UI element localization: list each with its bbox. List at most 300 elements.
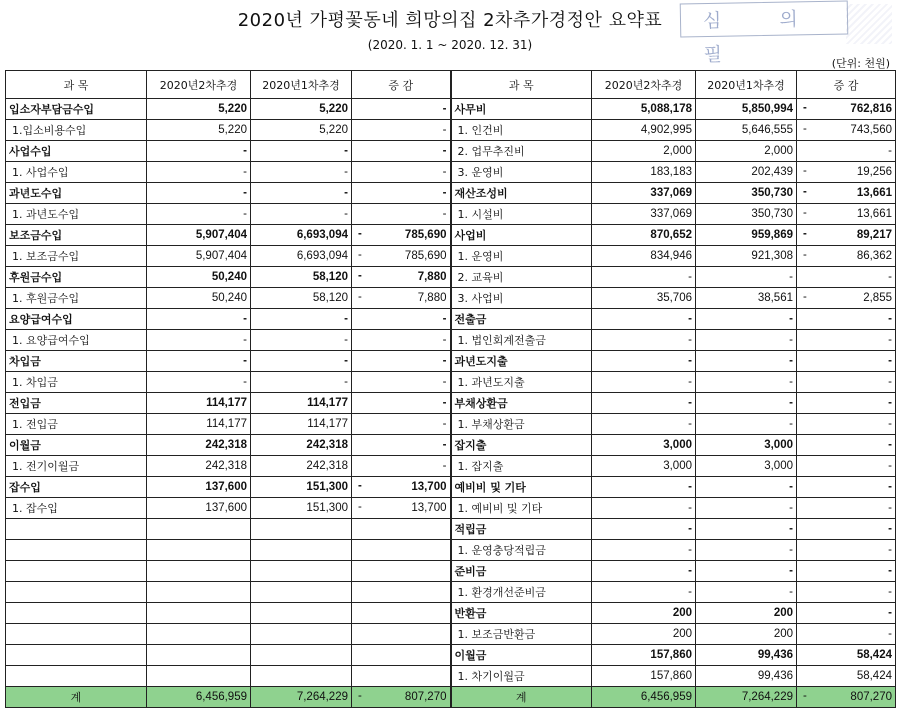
diff-sign: -: [358, 270, 362, 282]
item-name: [6, 582, 147, 603]
item-name: 보조금수입: [6, 225, 147, 246]
unit-label: (단위: 천원): [831, 57, 890, 70]
value-difference: [797, 645, 896, 666]
value-1st-revision: [251, 645, 352, 666]
value-1st-revision: 921,308: [696, 246, 797, 267]
value-1st-revision: -: [696, 267, 797, 288]
item-name: 1. 사업수입: [6, 162, 147, 183]
table-row: [6, 561, 896, 582]
value-1st-revision: 38,561: [696, 288, 797, 309]
value-1st-revision: 242,318: [251, 456, 352, 477]
value-2nd-revision: 200: [592, 624, 696, 645]
value-difference: [797, 498, 896, 519]
diff-value: 19,256: [856, 166, 892, 178]
diff-value: -: [888, 418, 892, 430]
value-difference: [797, 267, 896, 288]
diff-value: -: [442, 187, 447, 199]
value-2nd-revision: -: [592, 309, 696, 330]
total-label-left: 계: [6, 687, 147, 708]
value-2nd-revision: 2,000: [592, 141, 696, 162]
diff-value: 13,700: [411, 481, 447, 493]
value-difference: [797, 561, 896, 582]
diff-value: 7,880: [417, 271, 447, 283]
value-difference: [352, 162, 451, 183]
item-name: 적립금: [451, 519, 592, 540]
item-name: 1. 환경개선준비금: [451, 582, 592, 603]
table-row: [6, 267, 896, 288]
value-difference: [352, 456, 451, 477]
diff-sign: -: [803, 249, 807, 261]
item-name: 1. 잡수입: [6, 498, 147, 519]
value-difference: [352, 288, 451, 309]
value-difference: [352, 582, 451, 603]
table-header-row: [6, 71, 896, 99]
item-name: 1. 과년도지출: [451, 372, 592, 393]
value-1st-revision: 200: [696, 624, 797, 645]
value-difference: [352, 141, 451, 162]
value-1st-revision: -: [251, 183, 352, 204]
value-1st-revision: 202,439: [696, 162, 797, 183]
diff-value: -: [888, 271, 892, 283]
value-1st-revision: 959,869: [696, 225, 797, 246]
diff-value: -: [888, 544, 892, 556]
item-name: 1. 시설비: [451, 204, 592, 225]
value-1st-revision: -: [696, 330, 797, 351]
value-1st-revision: 114,177: [251, 393, 352, 414]
diff-value: -: [442, 418, 447, 430]
total-2nd-right: 6,456,959: [592, 687, 696, 708]
diff-value: 807,270: [850, 691, 892, 703]
diff-value: -: [888, 460, 892, 472]
value-2nd-revision: [147, 540, 251, 561]
value-difference: [352, 225, 451, 246]
value-1st-revision: 151,300: [251, 498, 352, 519]
value-2nd-revision: -: [147, 204, 251, 225]
item-name: [6, 540, 147, 561]
value-1st-revision: [251, 582, 352, 603]
item-name: 1. 법인회계전출금: [451, 330, 592, 351]
value-2nd-revision: -: [147, 141, 251, 162]
value-1st-revision: 114,177: [251, 414, 352, 435]
value-2nd-revision: 3,000: [592, 435, 696, 456]
diff-sign: -: [803, 207, 807, 219]
value-1st-revision: [251, 561, 352, 582]
value-difference: [352, 267, 451, 288]
value-1st-revision: 2,000: [696, 141, 797, 162]
value-2nd-revision: -: [147, 372, 251, 393]
value-difference: [352, 204, 451, 225]
diff-value: 785,690: [404, 250, 447, 262]
diff-value: -: [888, 334, 892, 346]
item-name: 반환금: [451, 603, 592, 624]
value-1st-revision: 3,000: [696, 435, 797, 456]
value-1st-revision: 5,646,555: [696, 120, 797, 141]
value-difference: [797, 666, 896, 687]
value-2nd-revision: -: [147, 351, 251, 372]
table-row: [6, 456, 896, 477]
header-1st-right: 2020년1차추경: [696, 71, 797, 99]
diff-value: 807,270: [404, 691, 447, 703]
value-1st-revision: [251, 624, 352, 645]
table-row: [6, 540, 896, 561]
diff-value: 13,661: [856, 208, 892, 220]
table-row: [6, 120, 896, 141]
item-name: 재산조성비: [451, 183, 592, 204]
value-difference: [352, 246, 451, 267]
diff-sign: -: [358, 291, 362, 303]
item-name: 전출금: [451, 309, 592, 330]
value-difference: [352, 183, 451, 204]
item-name: 후원금수입: [6, 267, 147, 288]
diff-value: -: [442, 208, 447, 220]
diff-value: 13,700: [411, 502, 447, 514]
value-2nd-revision: 337,069: [592, 204, 696, 225]
value-difference: [352, 99, 451, 120]
item-name: 준비금: [451, 561, 592, 582]
item-name: 1. 잡지출: [451, 456, 592, 477]
item-name: 이월금: [451, 645, 592, 666]
value-2nd-revision: -: [147, 162, 251, 183]
header-1st-left: 2020년1차추경: [251, 71, 352, 99]
value-2nd-revision: 3,000: [592, 456, 696, 477]
value-difference: [352, 351, 451, 372]
value-2nd-revision: 4,902,995: [592, 120, 696, 141]
value-1st-revision: [251, 666, 352, 687]
diff-sign: -: [803, 291, 807, 303]
value-1st-revision: 5,220: [251, 99, 352, 120]
total-diff-right: [797, 687, 896, 708]
item-name: 2. 교육비: [451, 267, 592, 288]
value-1st-revision: [251, 519, 352, 540]
item-name: 1. 운영비: [451, 246, 592, 267]
item-name: 사무비: [451, 99, 592, 120]
value-2nd-revision: [147, 603, 251, 624]
value-2nd-revision: -: [592, 351, 696, 372]
table-row: [6, 603, 896, 624]
value-2nd-revision: -: [592, 267, 696, 288]
value-1st-revision: -: [251, 141, 352, 162]
value-1st-revision: -: [251, 204, 352, 225]
value-difference: [352, 330, 451, 351]
value-difference: [797, 141, 896, 162]
value-1st-revision: 5,850,994: [696, 99, 797, 120]
value-2nd-revision: -: [592, 582, 696, 603]
table-row: [6, 225, 896, 246]
value-difference: [797, 330, 896, 351]
diff-sign: -: [358, 690, 362, 702]
diff-value: 13,661: [856, 187, 892, 199]
diff-value: -: [888, 355, 892, 367]
value-2nd-revision: 242,318: [147, 456, 251, 477]
value-1st-revision: -: [696, 414, 797, 435]
value-difference: [797, 540, 896, 561]
item-name: 사업수입: [6, 141, 147, 162]
item-name: [6, 519, 147, 540]
period-label: (2020. 1. 1 ~ 2020. 12. 31): [367, 38, 533, 52]
table-row: [6, 645, 896, 666]
diff-value: -: [888, 565, 892, 577]
diff-value: -: [888, 628, 892, 640]
value-2nd-revision: 242,318: [147, 435, 251, 456]
diff-value: -: [442, 397, 447, 409]
diff-value: -: [442, 376, 447, 388]
value-1st-revision: -: [251, 351, 352, 372]
table-row: [6, 162, 896, 183]
item-name: 1. 후원금수입: [6, 288, 147, 309]
value-difference: [797, 183, 896, 204]
value-2nd-revision: -: [592, 498, 696, 519]
value-difference: [797, 288, 896, 309]
value-1st-revision: -: [696, 393, 797, 414]
value-2nd-revision: 157,860: [592, 666, 696, 687]
item-name: 이월금: [6, 435, 147, 456]
value-1st-revision: -: [696, 477, 797, 498]
value-1st-revision: 242,318: [251, 435, 352, 456]
value-difference: [797, 162, 896, 183]
value-difference: [352, 540, 451, 561]
value-2nd-revision: 50,240: [147, 267, 251, 288]
diff-sign: -: [358, 228, 362, 240]
value-2nd-revision: -: [592, 519, 696, 540]
value-2nd-revision: 114,177: [147, 414, 251, 435]
value-2nd-revision: 5,907,404: [147, 225, 251, 246]
value-1st-revision: 58,120: [251, 288, 352, 309]
item-name: 3. 운영비: [451, 162, 592, 183]
review-stamp: 심 의 필: [680, 1, 849, 38]
value-2nd-revision: -: [592, 393, 696, 414]
table-row: [6, 477, 896, 498]
item-name: 1. 요양급여수입: [6, 330, 147, 351]
value-1st-revision: -: [696, 582, 797, 603]
value-2nd-revision: [147, 561, 251, 582]
item-name: 3. 사업비: [451, 288, 592, 309]
header-diff-left: 증 감: [352, 71, 451, 99]
value-1st-revision: -: [696, 498, 797, 519]
value-1st-revision: 151,300: [251, 477, 352, 498]
value-difference: [352, 666, 451, 687]
diff-value: -: [442, 145, 447, 157]
table-row: [6, 330, 896, 351]
value-1st-revision: [251, 540, 352, 561]
value-2nd-revision: 5,220: [147, 120, 251, 141]
diff-value: -: [888, 586, 892, 598]
value-difference: [797, 603, 896, 624]
value-1st-revision: -: [696, 372, 797, 393]
value-1st-revision: 350,730: [696, 204, 797, 225]
diff-sign: -: [803, 102, 807, 114]
diff-sign: -: [358, 249, 362, 261]
value-1st-revision: 99,436: [696, 666, 797, 687]
table-row: [6, 519, 896, 540]
diff-sign: -: [803, 690, 807, 702]
diff-sign: -: [358, 501, 362, 513]
value-1st-revision: -: [251, 330, 352, 351]
value-2nd-revision: -: [592, 414, 696, 435]
diff-value: 785,690: [404, 229, 447, 241]
value-difference: [797, 456, 896, 477]
diff-value: -: [888, 439, 892, 451]
header-2nd-right: 2020년2차추경: [592, 71, 696, 99]
table-row: [6, 582, 896, 603]
item-name: [6, 624, 147, 645]
diff-value: -: [888, 607, 892, 619]
value-difference: [797, 99, 896, 120]
diff-value: -: [442, 334, 447, 346]
value-difference: [352, 414, 451, 435]
value-difference: [352, 309, 451, 330]
item-name: 과년도수입: [6, 183, 147, 204]
value-2nd-revision: 50,240: [147, 288, 251, 309]
table-row: [6, 498, 896, 519]
diff-value: -: [442, 313, 447, 325]
diff-value: -: [442, 355, 447, 367]
item-name: 1. 과년도수입: [6, 204, 147, 225]
table-row: [6, 414, 896, 435]
item-name: 1. 보조금수입: [6, 246, 147, 267]
value-2nd-revision: 5,088,178: [592, 99, 696, 120]
value-difference: [797, 351, 896, 372]
value-difference: [797, 225, 896, 246]
value-1st-revision: -: [696, 519, 797, 540]
value-1st-revision: -: [251, 309, 352, 330]
value-difference: [797, 120, 896, 141]
diff-value: 58,424: [856, 649, 892, 661]
value-difference: [797, 435, 896, 456]
item-name: 1. 부채상환금: [451, 414, 592, 435]
budget-summary-table: [5, 70, 896, 708]
value-difference: [797, 414, 896, 435]
value-difference: [352, 372, 451, 393]
diff-value: 58,424: [856, 670, 892, 682]
value-1st-revision: -: [251, 162, 352, 183]
item-name: 1. 운영충당적립금: [451, 540, 592, 561]
total-label-right: 계: [451, 687, 592, 708]
page-title: 2020년 가평꽃동네 희망의집 2차추가경정안 요약표: [237, 10, 663, 31]
header-item-right: 과 목: [451, 71, 592, 99]
item-name: [6, 603, 147, 624]
value-difference: [352, 624, 451, 645]
value-difference: [797, 393, 896, 414]
item-name: 1. 보조금반환금: [451, 624, 592, 645]
item-name: 1. 차기이월금: [451, 666, 592, 687]
value-2nd-revision: [147, 582, 251, 603]
diff-value: -: [888, 376, 892, 388]
item-name: 예비비 및 기타: [451, 477, 592, 498]
value-difference: [352, 561, 451, 582]
value-2nd-revision: -: [592, 561, 696, 582]
table-row: [6, 288, 896, 309]
value-2nd-revision: -: [592, 540, 696, 561]
table-row: [6, 309, 896, 330]
table-row: [6, 99, 896, 120]
item-name: 요양급여수입: [6, 309, 147, 330]
item-name: 1.입소비용수입: [6, 120, 147, 141]
diff-value: 2,855: [863, 292, 892, 304]
diff-value: 762,816: [850, 103, 892, 115]
diff-value: -: [888, 145, 892, 157]
item-name: [6, 666, 147, 687]
value-1st-revision: 99,436: [696, 645, 797, 666]
item-name: [6, 561, 147, 582]
value-2nd-revision: -: [592, 372, 696, 393]
value-2nd-revision: -: [147, 183, 251, 204]
diff-sign: -: [803, 228, 807, 240]
diff-sign: -: [358, 480, 362, 492]
diff-sign: -: [803, 123, 807, 135]
diff-value: 86,362: [856, 250, 892, 262]
value-1st-revision: 3,000: [696, 456, 797, 477]
table-row: [6, 246, 896, 267]
value-2nd-revision: [147, 645, 251, 666]
item-name: 사업비: [451, 225, 592, 246]
total-diff-left: [352, 687, 451, 708]
value-difference: [797, 519, 896, 540]
table-row: [6, 141, 896, 162]
value-2nd-revision: -: [592, 477, 696, 498]
item-name: 1. 예비비 및 기타: [451, 498, 592, 519]
value-1st-revision: 58,120: [251, 267, 352, 288]
item-name: 차입금: [6, 351, 147, 372]
value-1st-revision: 6,693,094: [251, 246, 352, 267]
table-row: [6, 393, 896, 414]
table-row: [6, 183, 896, 204]
value-1st-revision: 5,220: [251, 120, 352, 141]
value-1st-revision: -: [251, 372, 352, 393]
diff-value: -: [442, 460, 447, 472]
total-1st-right: 7,264,229: [696, 687, 797, 708]
item-name: 1. 인건비: [451, 120, 592, 141]
diff-value: -: [442, 166, 447, 178]
item-name: 잡지출: [451, 435, 592, 456]
diff-value: -: [442, 439, 447, 451]
value-difference: [797, 372, 896, 393]
value-difference: [797, 477, 896, 498]
diff-value: -: [442, 103, 447, 115]
item-name: 부채상환금: [451, 393, 592, 414]
value-difference: [797, 204, 896, 225]
value-2nd-revision: 337,069: [592, 183, 696, 204]
diff-sign: -: [803, 186, 807, 198]
value-1st-revision: 350,730: [696, 183, 797, 204]
total-2nd-left: 6,456,959: [147, 687, 251, 708]
value-difference: [797, 246, 896, 267]
value-difference: [352, 393, 451, 414]
table-row: [6, 624, 896, 645]
value-difference: [797, 309, 896, 330]
value-difference: [352, 477, 451, 498]
table-row: [6, 204, 896, 225]
diff-value: 743,560: [850, 124, 892, 136]
diff-value: -: [888, 313, 892, 325]
value-1st-revision: -: [696, 561, 797, 582]
total-1st-left: 7,264,229: [251, 687, 352, 708]
item-name: 1. 전기이월금: [6, 456, 147, 477]
value-2nd-revision: 183,183: [592, 162, 696, 183]
item-name: 과년도지출: [451, 351, 592, 372]
value-difference: [352, 120, 451, 141]
value-2nd-revision: [147, 519, 251, 540]
value-1st-revision: -: [696, 540, 797, 561]
value-2nd-revision: -: [592, 330, 696, 351]
value-2nd-revision: -: [147, 309, 251, 330]
diff-value: 7,880: [417, 292, 447, 304]
value-2nd-revision: 5,907,404: [147, 246, 251, 267]
value-2nd-revision: 137,600: [147, 477, 251, 498]
diff-value: -: [888, 523, 892, 535]
value-1st-revision: [251, 603, 352, 624]
value-2nd-revision: -: [147, 330, 251, 351]
item-name: 입소자부담금수입: [6, 99, 147, 120]
